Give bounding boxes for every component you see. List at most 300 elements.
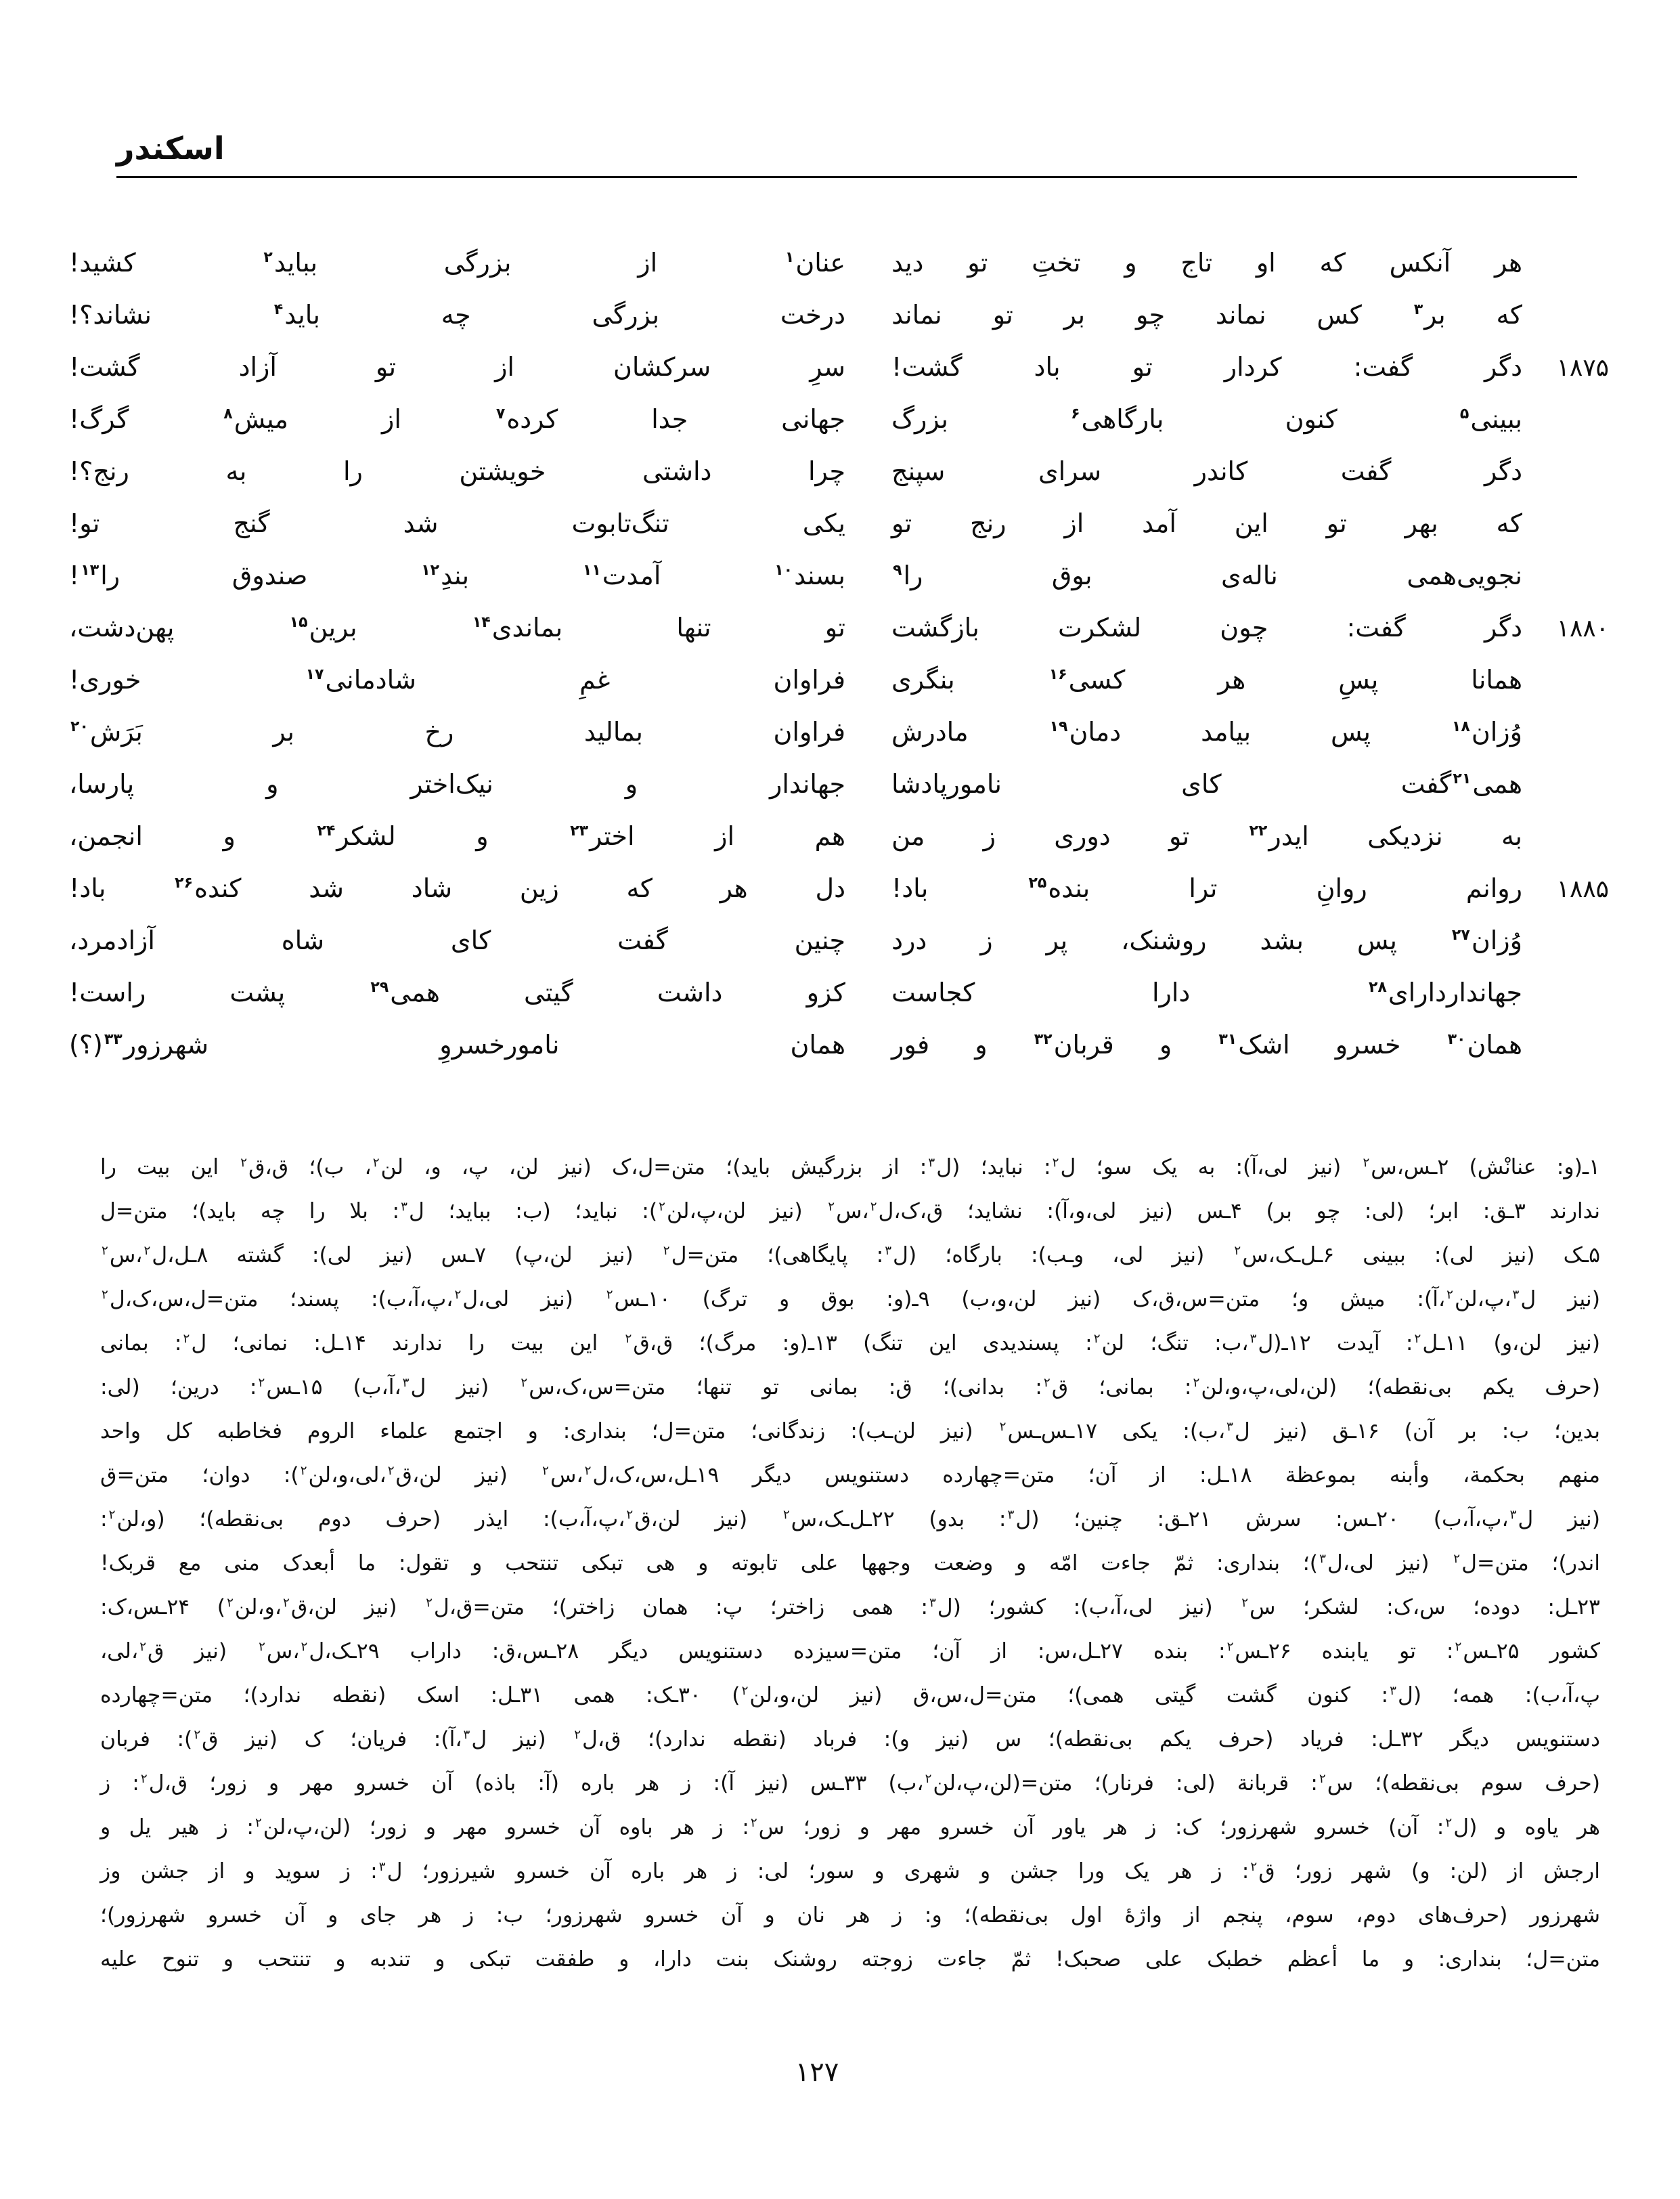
- footnote-marker: ۲۳: [570, 823, 589, 840]
- siglum-superscript: ۲: [782, 1507, 790, 1522]
- couplet-row: [69, 607, 1609, 643]
- verse-word: چنین: [794, 926, 845, 955]
- verse-word: بماندی$^{۱۴}$: [472, 613, 563, 643]
- apparatus-line: بدین؛ ب: بر آن) ۱۶ـق (نیز ل$^۳$،ب): یکی ۱۷ـس‌ـس$^۲$ (نیز لن‌ـب): زندگانی؛ متن=ل؛ بنداری: و اجتمع علماء الروم فخاطبه کل واحد: [100, 1419, 1601, 1443]
- critical-apparatus: [100, 1146, 1600, 1982]
- verse-word: هر: [1218, 665, 1246, 695]
- verse-word: بزرگ: [891, 404, 948, 434]
- siglum-superscript: ۳: [463, 1727, 470, 1742]
- verse-word: مادرش: [891, 717, 969, 747]
- verse-word: فراوان: [773, 717, 845, 747]
- verse-word: خویشتن: [459, 456, 546, 486]
- footnote-marker: ۳۳: [104, 1031, 123, 1049]
- page-number: ۱۲۷: [795, 2057, 839, 2088]
- verse-word: بنگری: [891, 665, 955, 695]
- verse-word: تو!: [69, 508, 100, 538]
- verse-word: خوری!: [69, 665, 141, 695]
- apparatus-line: شهرزور (حرف‌های دوم، سوم، پنجم از واژهٔ اول بی‌نقطه)؛ و: ز هر نان و آن خسرو شهرزور؛ ب: ز هر جای و آن خسرو شهرزور)؛: [100, 1903, 1600, 1928]
- verse-word: آنکس: [1389, 248, 1451, 278]
- verse-word: تو: [1168, 821, 1190, 851]
- verse-word: گفت:: [1353, 352, 1413, 382]
- verse-word: نشاند؟!: [69, 300, 152, 330]
- siglum-superscript: ۲: [606, 1287, 613, 1302]
- verse-word: و: [223, 821, 236, 851]
- apparatus-line: کشور ۲۵ـس$^۲$: تو یابنده ۲۶ـس$^۲$: بنده ۲۷ـل،س: از آن؛ متن=سیزده دستنویس دیگر ۲۸ـس،ق: داراب ۲۹ـک،ل$^۲$،س$^۲$ (نیز ق$^۲$،لی،: [100, 1639, 1600, 1663]
- siglum-superscript: ۲: [626, 1507, 634, 1522]
- footnote-marker: ۳: [1413, 301, 1423, 319]
- siglum-superscript: ۲: [143, 1243, 151, 1258]
- verse-word: ناله‌ی: [1221, 561, 1278, 590]
- verse-word: تنگ‌تابوت: [571, 508, 669, 538]
- siglum-superscript: ۲: [255, 1815, 262, 1830]
- hemistich-right: [891, 352, 1522, 382]
- verse-word: کای: [450, 926, 491, 955]
- verse-word: از: [1064, 508, 1084, 538]
- verse-word: گشت!: [891, 352, 963, 382]
- hemistich-left: [69, 352, 845, 382]
- verse-word: تو: [967, 248, 988, 278]
- verse-word: گشت!: [69, 352, 140, 382]
- verse-word: دوری: [1054, 821, 1111, 851]
- hemistich-right: [891, 769, 1522, 799]
- verse-word: باد: [1034, 352, 1061, 382]
- verse-word: گفت: [617, 926, 668, 955]
- verse-word: نیک‌اختر: [410, 769, 493, 799]
- verse-word: کشید!: [69, 248, 136, 278]
- siglum-superscript: ۲: [741, 1683, 749, 1698]
- verse-word: بَرَش$^{۲۰}$: [70, 717, 143, 747]
- verse-word: کاندر: [1194, 456, 1248, 486]
- siglum-superscript: ۲: [102, 1243, 108, 1258]
- verse-word: شهرزور$^{۳۳}$(؟): [69, 1030, 209, 1060]
- verse-word: گفت: [1340, 456, 1392, 486]
- verse-word: و: [476, 821, 489, 851]
- verse-word: دگر: [1484, 613, 1522, 643]
- verse-word: شاه: [281, 926, 325, 955]
- hemistich-left: [69, 300, 845, 330]
- footnote-marker: ۸: [223, 406, 233, 423]
- footnote-marker: ۴: [273, 301, 284, 319]
- couplet-row: [69, 555, 1609, 590]
- apparatus-line: (نیز ل$^۳$،پ،لن$^۲$،آ): میش و؛ متن=س،ق،ک (نیز لن،و،ب) ۹ـ(و: بوق و ترگ) ۱۰ـس$^۲$ (نیز لی،ل$^۲$،پ،آ،ب): پسند؛ متن=ل،س،ک،ل$^۲$: [102, 1287, 1600, 1311]
- couplet-row: [69, 659, 1609, 695]
- verse-word: پس: [1356, 926, 1397, 955]
- header-rule: [116, 176, 1577, 178]
- verse-word: بزرگی: [592, 300, 660, 330]
- verse-word: یکی: [802, 508, 845, 538]
- apparatus-line: ندارند ۳ـق: ابر؛ (لی: چو بر) ۴ـس (نیز لی،و،آ): نشاید؛ ق،ک،ل$^۲$،س$^۲$ (نیز لن،پ،لن$^۲$): نباید؛ (ب: بباید؛ ل$^۳$: بلا را چه باید)؛ متن=ل: [100, 1199, 1600, 1223]
- verse-word: روشنک،: [1121, 926, 1207, 955]
- verse-word: بنده$^{۲۵}$: [1028, 873, 1090, 903]
- verse-word: من: [891, 821, 925, 851]
- verse-word: و: [1124, 248, 1137, 278]
- verse-word: این: [1234, 508, 1268, 538]
- siglum-superscript: ۲: [1234, 1243, 1241, 1258]
- verse-word: دل: [815, 873, 845, 903]
- siglum-superscript: ۲: [283, 1595, 290, 1610]
- verse-word: کردار: [1224, 352, 1282, 382]
- verse-word: بازگشت: [891, 613, 979, 643]
- apparatus-line: (نیز ل$^۳$،پ،آ،ب) ۲۰ـس: سرش ۲۱ـق: چنین؛ (ل$^۳$: بدو) ۲۲ـل‌ـک،س$^۲$ (نیز لن،ق$^۲$،پ،آ،ب): ایذر (حرف دوم بی‌نقطه)؛ (و،لن$^۲$:: [100, 1507, 1600, 1531]
- verse-word: شادمانی$^{۱۷}$: [305, 665, 417, 695]
- verse-word: بر: [273, 717, 294, 747]
- siglum-superscript: ۳: [1250, 1331, 1257, 1346]
- verse-word: برین$^{۱۵}$: [289, 613, 357, 643]
- verse-word: همان: [790, 1030, 845, 1060]
- siglum-superscript: ۲: [1455, 1639, 1462, 1654]
- apparatus-line: ۲۳ـل: دوده؛ س،ک: لشکر؛ س$^۲$ (نیز لی،آ،ب): کشور؛ (ل$^۳$: همی زاختر؛ پ: همان زاختر)؛ متن=ق،ل$^۲$ (نیز لن،ق$^۲$،و،لن$^۲$) ۲۴ـس،ک:: [100, 1595, 1600, 1619]
- apparatus-line: (حرف یکم بی‌نقطه)؛ (لن،لی،پ،و،لن$^۲$: بمانی؛ ق$^۲$: بدانی)؛ ق: بمانی تو تنها؛ متن=س،ک،س$^۲$ (نیز ل$^۳$،آ،ب) ۱۵ـس$^۲$: درین؛ (لی:: [100, 1375, 1601, 1399]
- hemistich-right: [891, 926, 1522, 955]
- siglum-superscript: ۲: [870, 1199, 877, 1214]
- siglum-superscript: ۳: [1512, 1287, 1520, 1302]
- verse-word: اشک$^{۳۱}$: [1218, 1030, 1290, 1060]
- footnote-marker: ۳۲: [1034, 1031, 1053, 1049]
- verse-word: چرا: [808, 456, 845, 486]
- siglum-superscript: ۳: [1390, 1683, 1396, 1698]
- siglum-superscript: ۲: [574, 1727, 581, 1742]
- verse-word: بباید$^۲$: [263, 248, 318, 278]
- verse-word: بر: [1063, 300, 1086, 330]
- footnote-marker: ۱: [784, 249, 795, 267]
- siglum-superscript: ۲: [1250, 1859, 1258, 1874]
- verse-word: جهاندار: [769, 769, 845, 799]
- verse-word: را$^{۱۳}$!: [69, 561, 120, 590]
- verse-word: را$^۹$: [893, 561, 923, 590]
- verse-word: هر: [1494, 248, 1522, 278]
- footnote-marker: ۱۰: [774, 562, 793, 580]
- verse-word: لشکر$^{۲۴}$: [317, 821, 396, 851]
- verse-word: تو: [891, 508, 912, 538]
- verse-word: بشد: [1260, 926, 1304, 955]
- couplet-row: [69, 816, 1609, 851]
- footnote-marker: ۱۱: [582, 562, 601, 580]
- couplet-row: [69, 920, 1609, 955]
- footnote-marker: ۱۶: [1048, 666, 1067, 684]
- siglum-superscript: ۳: [1007, 1507, 1015, 1522]
- hemistich-right: [891, 248, 1522, 278]
- verse-word: را: [342, 456, 363, 486]
- hemistich-right: [891, 665, 1522, 695]
- verse-word: دگر: [1484, 456, 1522, 486]
- verse-word: داشتی: [642, 456, 712, 486]
- verse-word: کسی$^{۱۶}$: [1048, 665, 1126, 695]
- verse-word: ز: [983, 821, 996, 851]
- verse-word: راست!: [69, 978, 146, 1007]
- footnote-marker: ۲: [263, 249, 273, 267]
- verse-word: خسرو: [1335, 1030, 1401, 1060]
- hemistich-left: [69, 926, 845, 955]
- hemistich-right: [891, 561, 1522, 590]
- verse-word: بندِ$^{۱۲}$: [421, 561, 470, 590]
- verse-word: نماند: [891, 300, 942, 330]
- footnote-marker: ۱۷: [305, 666, 324, 684]
- verse-word: و: [975, 1030, 988, 1060]
- verse-word: پر: [1046, 926, 1068, 955]
- couplet-row: [69, 503, 1609, 538]
- footnote-marker: ۲۰: [70, 718, 89, 736]
- hemistich-right: [891, 1030, 1522, 1060]
- verse-word: چو: [1135, 300, 1166, 330]
- siglum-superscript: ۲: [521, 1375, 528, 1390]
- verse-word: شاد: [411, 873, 453, 903]
- siglum-superscript: ۲: [1453, 1551, 1461, 1566]
- verse-word: دید: [891, 248, 924, 278]
- footnote-marker: ۳۰: [1447, 1031, 1466, 1049]
- siglum-superscript: ۲: [1446, 1287, 1453, 1302]
- apparatus-line: دستنویس دیگر ۳۲ـل: فریاد (حرف یکم بی‌نقطه)؛ س (نیز و): فرباد (نقطه ندارد)؛ ق،ل$^۲$ (نیز ل$^۳$،آ): فریان؛ ک (نیز ق$^۲$): فربان: [100, 1727, 1600, 1751]
- siglum-superscript: ۳: [928, 1155, 935, 1170]
- couplet-row: [69, 451, 1609, 486]
- siglum-superscript: ۲: [1226, 1639, 1234, 1654]
- verse-word: کنده$^{۲۶}$: [175, 873, 242, 903]
- verse-word: که: [626, 873, 653, 903]
- verse-word: سپنج: [891, 456, 946, 486]
- verse-word: بمالید: [583, 717, 643, 747]
- footnote-marker: ۳۱: [1218, 1031, 1237, 1049]
- verse-word: که: [1496, 300, 1522, 330]
- verse-word: بهر: [1405, 508, 1438, 538]
- verse-word: و: [1159, 1030, 1172, 1060]
- verse-word: روانم: [1465, 873, 1522, 903]
- verse-word: سرِ: [810, 352, 845, 382]
- verse-word: باد!: [891, 873, 929, 903]
- apparatus-line: هر یاوه و (ل$^۲$: آن) خسرو شهرزور؛ ک: ز هر یاور آن خسرو مهر و زور؛ س$^۲$: ز هر باوه آن خسرو مهر و زور؛ (لن،پ،لن$^۲$: ز هیر یل و: [100, 1815, 1601, 1839]
- couplet-row: [69, 972, 1609, 1007]
- footnote-marker: ۶: [1071, 406, 1080, 423]
- verse-word: وُزان$^{۱۸}$: [1451, 717, 1522, 747]
- verse-word: دمان$^{۱۹}$: [1049, 717, 1122, 747]
- couplet-row: [69, 764, 1609, 799]
- verse-word: باد!: [69, 873, 106, 903]
- verse-word: پهن‌دشت،: [69, 613, 175, 643]
- verse-word: انجمن،: [69, 821, 143, 851]
- verse-word: به: [1501, 821, 1522, 851]
- verse-word: ترا: [1189, 873, 1218, 903]
- verse-number: ۱۸۸۰: [1556, 615, 1609, 643]
- apparatus-line: ۱ـ(و: عنانْش) ۲ـس،س$^۲$ (نیز لی،آ): به یک سو؛ ل$^۲$: نباید؛ (ل$^۳$: از بزرگیش باید)؛ متن=ل،ک (نیز لن، پ، و، لن$^۲$، ب)؛ ق،ق$^۲$ این بیت را: [100, 1155, 1601, 1179]
- siglum-superscript: ۲: [139, 1639, 146, 1654]
- verse-word: سرکشان: [613, 352, 711, 382]
- siglum-superscript: ۲: [1445, 1815, 1453, 1830]
- hemistich-left: [69, 404, 845, 434]
- verse-word: رنج: [970, 508, 1007, 538]
- apparatus-line: ۵ـک (نیز لی): ببینی ۶ـل‌ـک،س$^۲$ (نیز لی، وـب): بارگاه؛ (ل$^۳$: پایگاهی)؛ متن=ل$^۲$ (نیز لن،پ) ۷ـس (نیز لی): گشته ۸ـل،ل$^۲$،س$^۲$: [102, 1243, 1600, 1267]
- verse-word: نزدیکی: [1367, 821, 1443, 851]
- verse-word: کجاست: [891, 978, 975, 1007]
- siglum-superscript: ۲: [1241, 1595, 1249, 1610]
- verse-word: همی$^{۲۱}$گفت: [1400, 769, 1522, 799]
- siglum-superscript: ۲: [108, 1507, 116, 1522]
- hemistich-left: [69, 613, 845, 643]
- siglum-superscript: ۲: [454, 1287, 462, 1302]
- verse-word: بسند$^{۱۰}$: [774, 561, 845, 590]
- siglum-superscript: ۲: [240, 1155, 248, 1170]
- verse-word: و: [625, 769, 638, 799]
- verse-word: عنان$^۱$: [784, 248, 845, 278]
- verse-word: بوق: [1051, 561, 1092, 590]
- hemistich-left: [69, 508, 845, 538]
- verse-word: چون: [1220, 613, 1268, 643]
- siglum-superscript: ۲: [999, 1419, 1007, 1434]
- verse-word: هم: [814, 821, 845, 851]
- siglum-superscript: ۲: [259, 1639, 265, 1654]
- footnote-marker: ۲۴: [317, 823, 336, 840]
- hemistich-right: [891, 717, 1522, 747]
- apparatus-line: (نیز لن،و) ۱۱ـل$^۲$: آیدت ۱۲ـ(ل$^۳$،ب: تنگ؛ لن$^۲$: پسندیدی این تنگ) ۱۳ـ(و: مرگ)؛ ق،ق$^۲$ این بیت را ندارند ۱۴ـل: نمانی؛ ل$^۲$: بمانی: [100, 1331, 1600, 1355]
- verse-word: بارگاهی$^۶$: [1071, 404, 1164, 434]
- siglum-superscript: ۳: [1509, 1507, 1517, 1522]
- verse-word: میش$^۸$: [223, 404, 289, 434]
- verse-word: آزادمرد،: [69, 926, 155, 955]
- footnote-marker: ۲۲: [1249, 823, 1268, 840]
- footnote-marker: ۲۶: [175, 875, 194, 892]
- footnote-marker: ۲۸: [1368, 979, 1387, 997]
- couplet-row: [69, 295, 1609, 330]
- footnote-marker: ۷: [495, 406, 506, 423]
- verse-word: آزاد: [238, 352, 277, 382]
- verse-word: داشت: [657, 978, 723, 1007]
- verse-word: کزو: [806, 978, 845, 1007]
- verse-word: ز: [980, 926, 993, 955]
- footnote-marker: ۱۵: [289, 614, 308, 632]
- verse-word: جدا: [651, 404, 688, 434]
- couplet-row: [69, 868, 1609, 903]
- siglum-superscript: ۲: [584, 1463, 592, 1478]
- siglum-superscript: ۳: [1319, 1551, 1326, 1566]
- hemistich-left: [69, 456, 845, 486]
- verse-word: دارا: [1151, 978, 1191, 1007]
- footnote-marker: ۲۱: [1453, 770, 1472, 788]
- apparatus-line: منهم بحکمة، وأبنه بموعظة ۱۸ـل: از آن؛ متن=چهارده دستنویس دیگر ۱۹ـل،س،ک،ل$^۲$،س$^۲$ (نیز لن،ق$^۲$،لی،و،لن$^۲$): دوان؛ متن=ق: [100, 1463, 1600, 1487]
- couplet-row: [69, 1024, 1609, 1060]
- verse-word: رنج؟!: [69, 456, 129, 486]
- verse-word: تو: [375, 352, 397, 382]
- hemistich-right: [891, 456, 1522, 486]
- hemistich-left: [69, 821, 845, 851]
- siglum-superscript: ۳: [929, 1595, 936, 1610]
- hemistich-left: [69, 248, 845, 278]
- verse-word: پشت: [229, 978, 286, 1007]
- verse-word: تو: [992, 300, 1013, 330]
- footnote-marker: ۹: [893, 562, 902, 580]
- running-head: اسکندر: [116, 130, 225, 167]
- verse-word: سرای: [1038, 456, 1102, 486]
- verse-word: غمِ: [579, 665, 611, 695]
- apparatus-line: ارجش از (لن: و) شهر زور؛ ق$^۲$: ز هر یک ورا جشن و شهری و سور؛ لی: ز هر باره آن خسرو شیرزور؛ ل$^۳$: ز سوید و از جشن وز: [100, 1859, 1600, 1884]
- siglum-superscript: ۲: [300, 1463, 307, 1478]
- verse-word: قربان$^{۳۲}$: [1034, 1030, 1114, 1060]
- verse-word: پارسا،: [69, 769, 135, 799]
- siglum-superscript: ۲: [625, 1331, 632, 1346]
- siglum-superscript: ۲: [102, 1287, 108, 1302]
- verse-word: اختر$^{۲۳}$: [570, 821, 635, 851]
- verse-word: شد: [403, 508, 439, 538]
- verse-word: زین: [519, 873, 559, 903]
- verse-word: هر: [720, 873, 748, 903]
- hemistich-left: [69, 873, 845, 903]
- verse-word: آمد: [1142, 508, 1176, 538]
- footnote-marker: ۲۵: [1028, 875, 1047, 892]
- verse-word: درد: [891, 926, 927, 955]
- verse-word: بر$^۳$: [1413, 300, 1446, 330]
- verse-word: کرده$^۷$: [495, 404, 558, 434]
- verse-word: ببینی$^۵$: [1459, 404, 1522, 434]
- verse-word: ایدر$^{۲۲}$: [1249, 821, 1309, 851]
- verse-word: گرگ!: [69, 404, 129, 434]
- verse-word: لشکرت: [1057, 613, 1142, 643]
- verse-word: درخت: [780, 300, 845, 330]
- hemistich-right: [891, 404, 1522, 434]
- verse-word: جهانی: [781, 404, 845, 434]
- verse-number: ۱۸۸۵: [1556, 875, 1609, 903]
- footnote-marker: ۲۹: [370, 979, 389, 997]
- siglum-superscript: ۳: [378, 1859, 386, 1874]
- siglum-superscript: ۳: [1226, 1419, 1233, 1434]
- footnote-marker: ۲۷: [1451, 927, 1470, 944]
- footnote-marker: ۱۴: [472, 614, 491, 632]
- verse-word: از: [381, 404, 401, 434]
- verse-word: به: [225, 456, 247, 486]
- hemistich-left: [69, 717, 845, 747]
- verse-word: صندوق: [231, 561, 308, 590]
- siglum-superscript: ۲: [828, 1199, 835, 1214]
- verse-word: فور: [891, 1030, 930, 1060]
- verse-word: کس: [1317, 300, 1362, 330]
- apparatus-line: متن=ل؛ بنداری: و ما أعظم خطبک علی صحبک! ثمّ جاءت زوجته روشنک بنت دارا، و طفقت تبکی و تندبه و تنتحب و تنوح علیه: [100, 1947, 1600, 1972]
- verse-word: گنج: [233, 508, 270, 538]
- verse-word: نامورپادشا: [891, 769, 1002, 799]
- verse-word: از: [495, 352, 514, 382]
- verse-word: نجویی‌همی: [1407, 561, 1522, 590]
- verse-word: بزرگی: [443, 248, 512, 278]
- verse-word: تو: [1132, 352, 1153, 382]
- footnote-marker: ۱۲: [421, 562, 440, 580]
- poem: [69, 242, 1609, 1076]
- couplet-row: [69, 242, 1609, 278]
- verse-word: تختِ: [1032, 248, 1081, 278]
- verse-word: گیتی: [524, 978, 573, 1007]
- verse-word: کنون: [1285, 404, 1338, 434]
- verse-word: کای: [1181, 769, 1222, 799]
- verse-word: باید$^۴$: [273, 300, 320, 330]
- verse-word: نماند: [1215, 300, 1266, 330]
- verse-word: نامورخسروِ: [439, 1030, 560, 1060]
- verse-word: از: [715, 821, 735, 851]
- siglum-superscript: ۲: [663, 1243, 670, 1258]
- siglum-superscript: ۲: [387, 1463, 395, 1478]
- verse-word: تنها: [676, 613, 711, 643]
- footnote-marker: ۱۹: [1049, 718, 1068, 736]
- verse-word: پسِ: [1338, 665, 1379, 695]
- verse-word: وُزان$^{۲۷}$: [1451, 926, 1522, 955]
- apparatus-line: (حرف سوم بی‌نقطه)؛ س$^۲$: قربانة (لی: فرنار)؛ متن=(لن،پ،لن$^۲$،ب) ۳۳ـس (نیز آ): ز هر باره (آ: باذه) آن خسرو مهر و زور؛ ق،ل$^۲$: ز: [100, 1771, 1601, 1795]
- hemistich-left: [69, 769, 845, 799]
- siglum-superscript: ۲: [750, 1815, 757, 1830]
- verse-word: رخ: [424, 717, 454, 747]
- verse-word: دگر: [1484, 352, 1522, 382]
- siglum-superscript: ۲: [426, 1595, 433, 1610]
- hemistich-left: [69, 561, 845, 590]
- siglum-superscript: ۲: [1052, 1155, 1059, 1170]
- verse-word: همان$^{۳۰}$: [1447, 1030, 1522, 1060]
- hemistich-left: [69, 1030, 845, 1060]
- couplet-row: [69, 347, 1609, 382]
- verse-word: پس: [1330, 717, 1371, 747]
- siglum-superscript: ۲: [659, 1199, 665, 1214]
- couplet-row: [69, 399, 1609, 434]
- verse-word: که: [1319, 248, 1346, 278]
